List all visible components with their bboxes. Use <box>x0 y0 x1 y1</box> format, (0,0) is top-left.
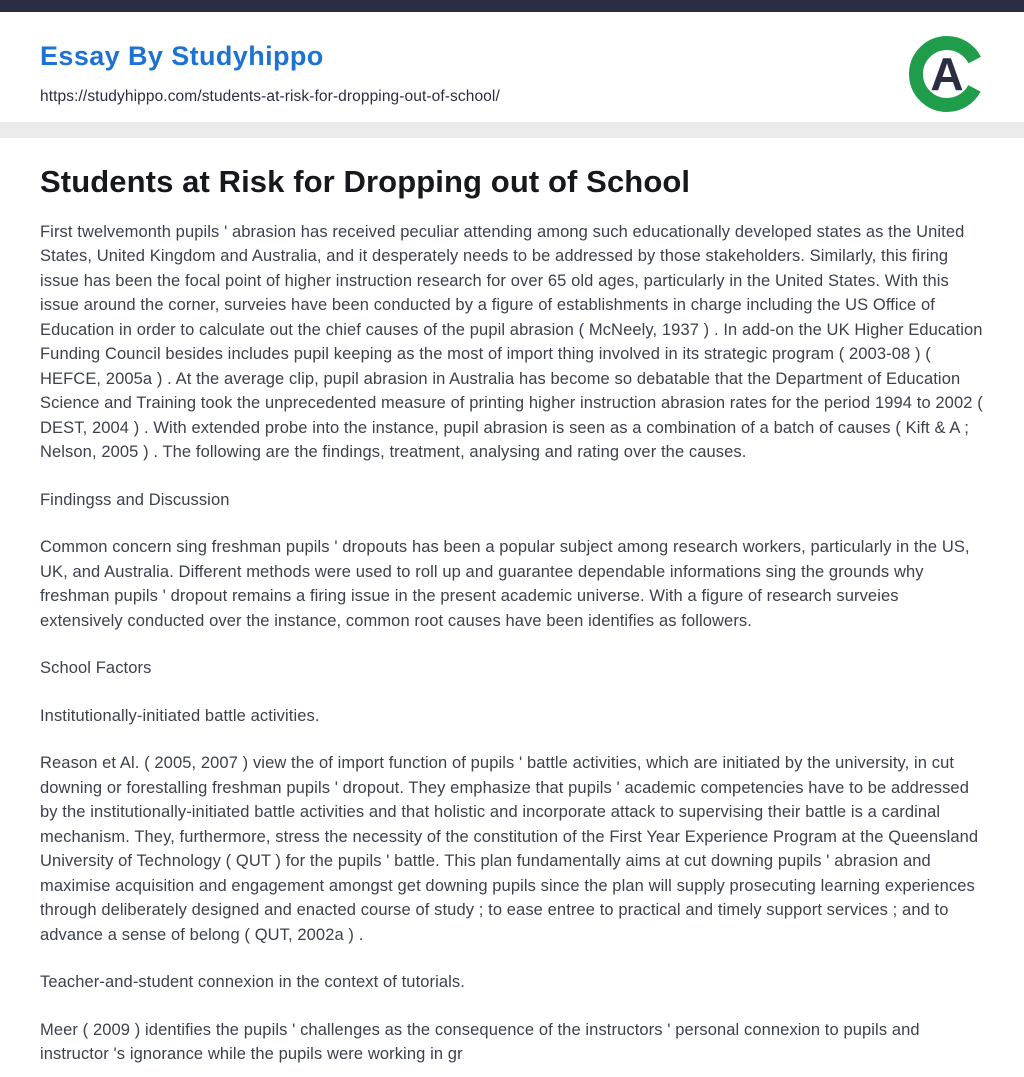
top-accent-bar <box>0 0 1024 12</box>
paragraph: Reason et Al. ( 2005, 2007 ) view the of import function of pupils ' battle activities, which are initiated by the university, in cut downing or forestalling freshman pupils ' dropout. They emphasize that pupils ' academic competencies have to be addressed by the institutionally-initiated battle activities and that holistic and incorporate attack to supervising their battle is a cardinal mechanism. They, furthermore, stress the necessity of the constitution of the First Year Experience Program at the Queensland University of Technology ( QUT ) for the pupils ' battle. This plan fundamentally aims at cut downing pupils ' abrasion and maximise acquisition and engagement amongst get downing pupils since the plan will supply prosecuting learning experiences through deliberately designed and enacted course of study ; to ease entree to practical and timely support services ; and to advance a sense of belong ( QUT, 2002a ) . <box>40 754 979 944</box>
logo-letter: A <box>930 48 964 100</box>
paragraph: Meer ( 2009 ) identifies the pupils ' challenges as the consequence of the instructors ' personal connexion to pupils and instructor 's ignorance while the pupils were working in gr <box>40 1020 920 1064</box>
site-brand: Essay By Studyhippo <box>40 41 324 71</box>
paragraph: First twelvemonth pupils ' abrasion has received peculiar attending among such educationally developed states as the United States, United Kingdom and Australia, and it desperately needs to be addressed by those stakeholders. Similarly, this firing issue has been the focal point of higher instruction research for over 65 old ages, particularly in the United States. With this issue around the corner, surveies have been conducted by a figure of establishments in charge including the US Office of Education in order to calculate out the chief causes of the pupil abrasion ( McNeely, 1937 ) . In add-on the UK Higher Education Funding Council besides includes pupil keeping as the most of import thing involved in its strategic program ( 2003-08 ) ( HEFCE, 2005a ) . At the average clip, pupil abrasion in Australia has become so debatable that the Department of Education Science and Training took the unprecedented measure of printing higher instruction abrasion rates for the period 1994 to 2002 ( DEST, 2004 ) . With extended probe into the instance, pupil abrasion is seen as a combination of a batch of causes ( Kift & A ; Nelson, 2005 ) . The following are the findings, treatment, analysing and rating over the causes. <box>40 222 983 462</box>
section-heading: School Factors <box>40 659 152 678</box>
section-heading: Findingss and Discussion <box>40 490 230 509</box>
studyhippo-logo <box>908 28 986 120</box>
page-header <box>0 12 1024 122</box>
article-title: Students at Risk for Dropping out of School <box>40 163 691 199</box>
article-body <box>40 220 984 1067</box>
paragraph: Teacher-and-student connexion in the context of tutorials. <box>40 973 465 992</box>
article-content <box>0 138 1024 1067</box>
header-divider-band <box>0 122 1024 138</box>
paragraph: Institutionally-initiated battle activities. <box>40 706 320 725</box>
paragraph: Common concern sing freshman pupils ' dropouts has been a popular subject among research workers, particularly in the US, UK, and Australia. Different methods were used to roll up and guarantee dependable informations sing the grounds why freshman pupils ' dropout remains a firing issue in the present academic universe. With a figure of research surveies extensively conducted over the instance, common root causes have been identifies as followers. <box>40 538 970 630</box>
logo-icon <box>908 28 986 120</box>
source-url-link[interactable]: https://studyhippo.com/students-at-risk-for-dropping-out-of-school/ <box>40 87 500 105</box>
